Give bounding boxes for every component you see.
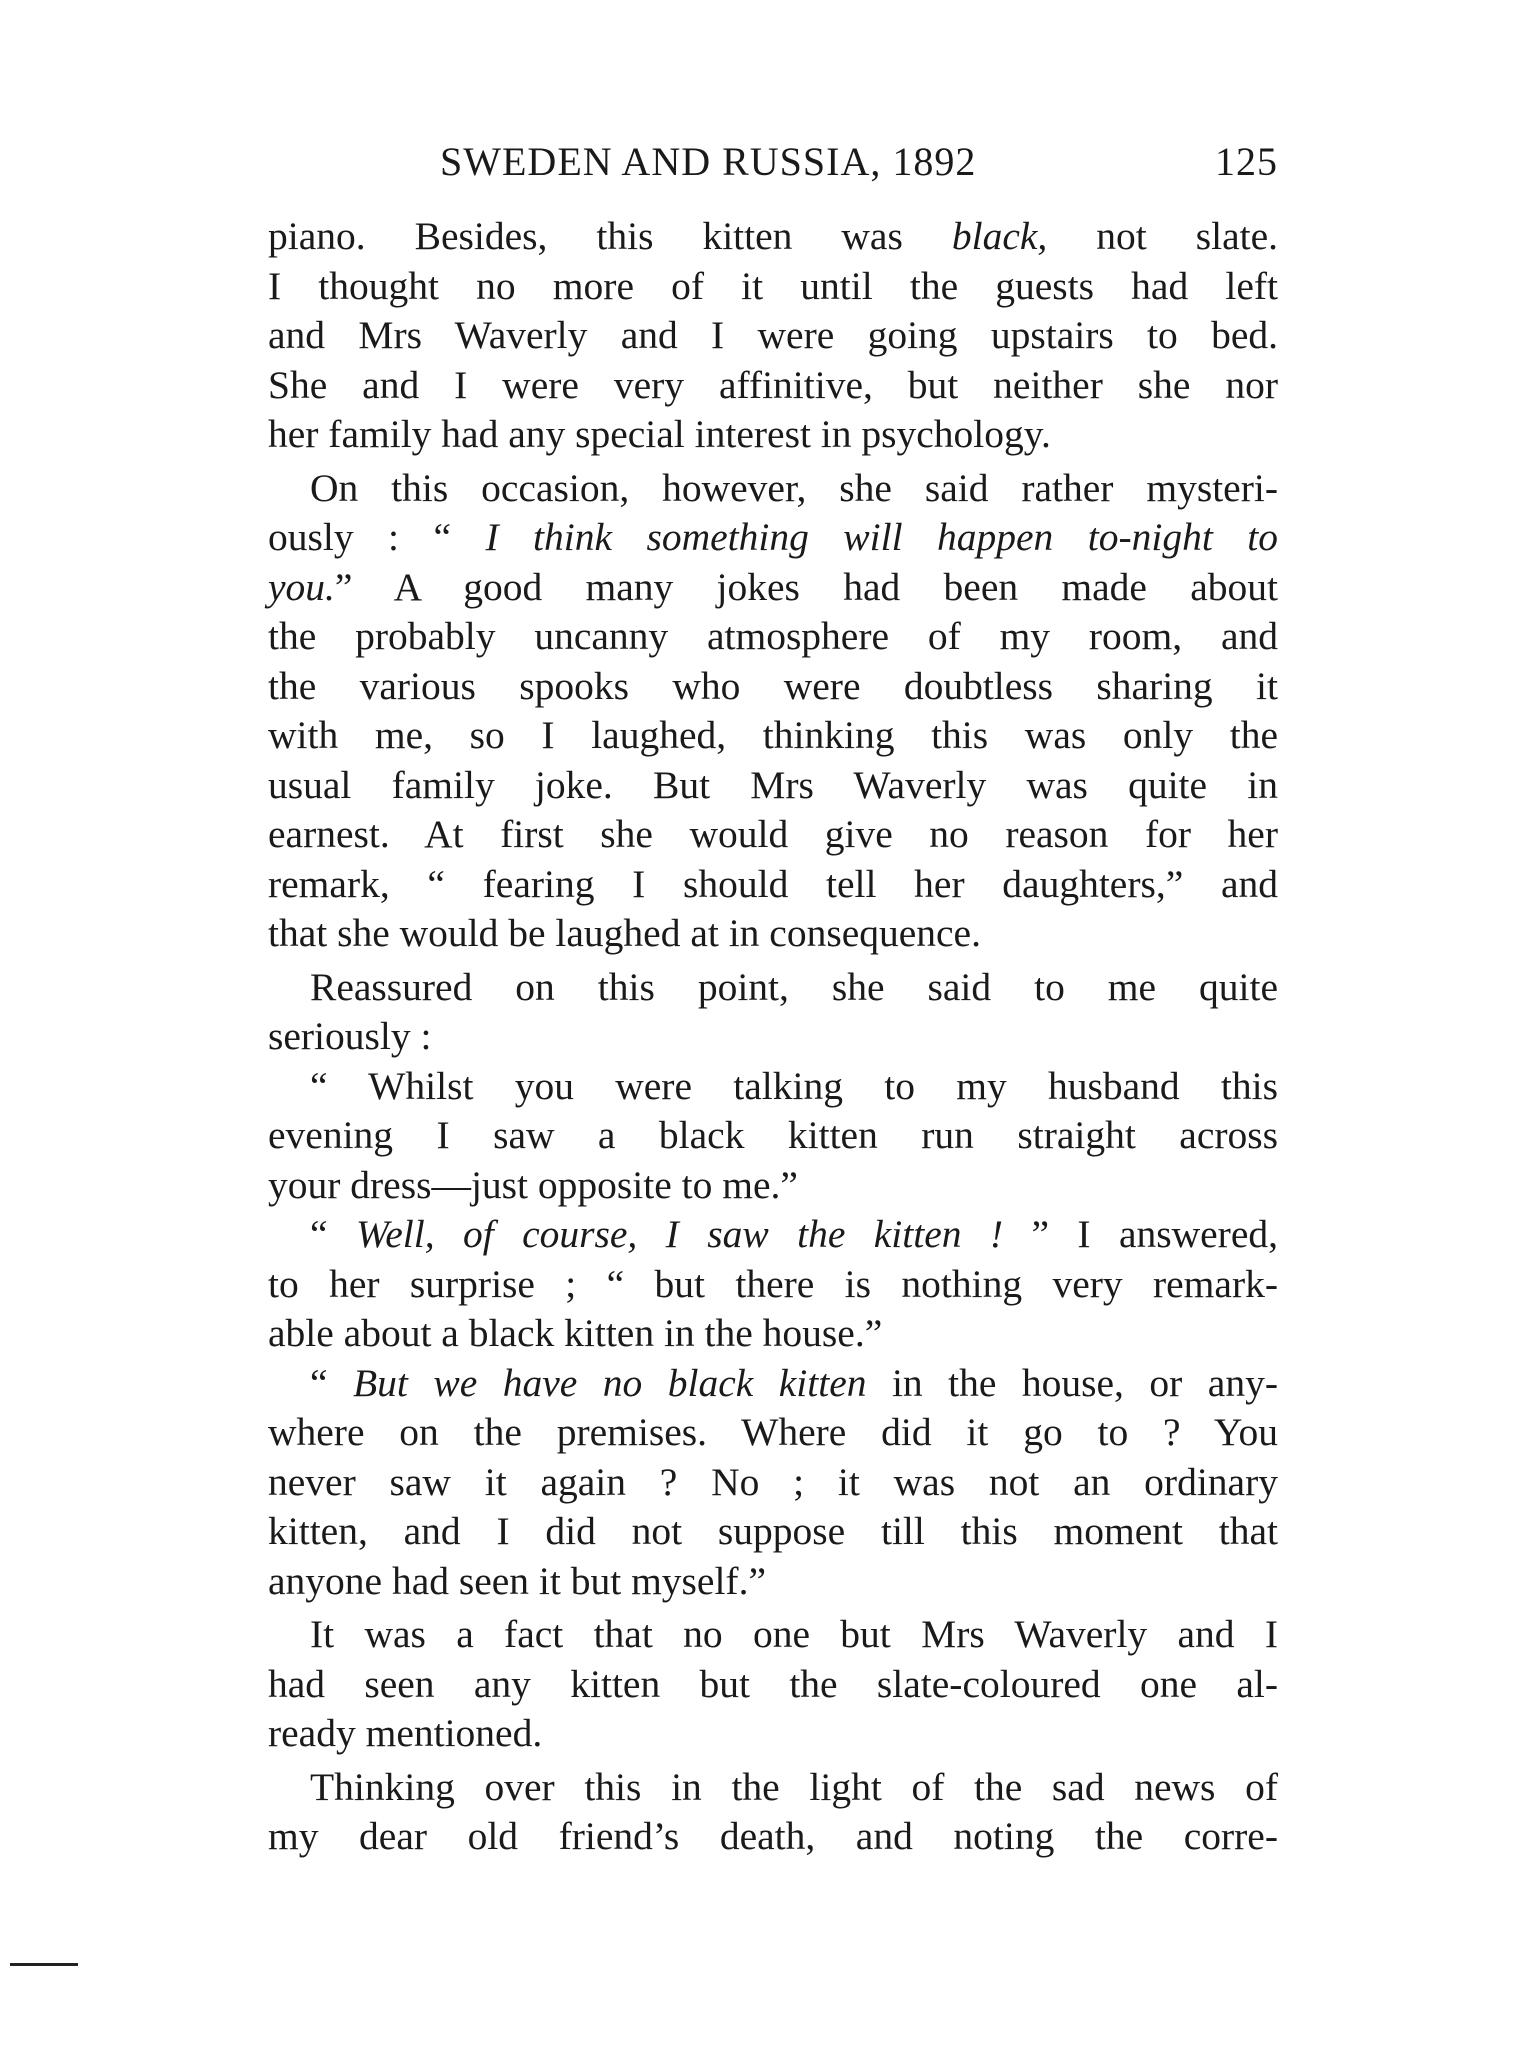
text-line [268, 1812, 1278, 1862]
text-run: “ [310, 1212, 356, 1256]
text-line [268, 711, 1278, 761]
text-line [268, 563, 1278, 613]
text-run: kitten, and I did not suppose till this moment that [268, 1509, 1278, 1553]
text-run: not slate. [1047, 214, 1278, 258]
text-line [268, 1408, 1278, 1458]
text-line [268, 1660, 1278, 1710]
running-head [440, 138, 1278, 198]
text-run: ” I answered, [1003, 1212, 1278, 1256]
text-line [268, 1161, 1278, 1211]
text-run: able about a black kitten in the house.” [268, 1311, 883, 1355]
italic-text-run: But we have no black kitten [353, 1360, 867, 1405]
italic-text-run: black, [951, 214, 1048, 258]
text-line [268, 311, 1278, 361]
text-run: remark, “ fearing I should tell her daughters,” and [268, 861, 1278, 906]
text-line [268, 1507, 1278, 1557]
text-line [268, 1111, 1278, 1161]
text-line [268, 909, 1278, 959]
text-run: her family had any special interest in psychology. [268, 412, 1051, 456]
text-line [268, 1260, 1278, 1310]
text-run: I thought no more of it until the guests had left [268, 263, 1278, 308]
text-run: usual family joke. But Mrs Waverly was quite in [268, 762, 1278, 807]
text-line [268, 212, 1278, 262]
text-run: had seen any kitten but the slate-coloured one al- [268, 1661, 1278, 1706]
text-line [268, 1763, 1278, 1813]
text-run: evening I saw a black kitten run straight across [268, 1113, 1278, 1157]
text-run: ” A good many jokes had been made about [334, 564, 1278, 609]
text-run: Reassured on this point, she said to me quite [310, 964, 1278, 1009]
text-run: ready mentioned. [268, 1711, 543, 1755]
text-run: the probably uncanny atmosphere of my room, and [268, 614, 1278, 658]
text-line [268, 612, 1278, 662]
text-line [268, 1458, 1278, 1508]
text-line [268, 860, 1278, 910]
text-run: the various spooks who were doubtless sharing it [268, 663, 1278, 708]
text-line [268, 1210, 1278, 1260]
text-run: She and I were very affinitive, but neither she nor [268, 362, 1278, 407]
text-line [268, 1709, 1278, 1759]
text-line [268, 513, 1278, 563]
text-run: seriously : [268, 1014, 432, 1058]
text-line [268, 963, 1278, 1013]
text-line [268, 410, 1278, 460]
text-run: your dress—just opposite to me.” [268, 1162, 798, 1207]
text-line [268, 361, 1278, 411]
text-line [268, 1359, 1278, 1409]
scan-edge-mark [10, 1963, 78, 1966]
page-number: 125 [1215, 139, 1278, 184]
running-title: SWEDEN AND RUSSIA, 1892 [440, 139, 977, 184]
text-run: earnest. At first she would give no reason for her [268, 812, 1278, 856]
text-run: that she would be laughed at in consequence. [268, 911, 981, 955]
text-run: never saw it again ? No ; it was not an ordinary [268, 1459, 1278, 1504]
text-run: to her surprise ; “ but there is nothing very remark- [268, 1261, 1278, 1306]
text-line [268, 1557, 1278, 1607]
text-line [268, 810, 1278, 860]
text-run: and Mrs Waverly and I were going upstairs to bed. [268, 313, 1278, 357]
text-run: my dear old friend’s death, and noting the corre- [268, 1814, 1278, 1858]
text-line [268, 1309, 1278, 1359]
text-run: with me, so I laughed, thinking this was only the [268, 713, 1278, 757]
text-line [268, 262, 1278, 312]
italic-text-run: you. [268, 564, 335, 609]
text-run: On this occasion, however, she said rather mysteri- [310, 465, 1278, 510]
text-run: where on the premises. Where did it go to ? You [268, 1410, 1278, 1454]
text-run: It was a fact that no one but Mrs Waverly and I [310, 1612, 1278, 1656]
text-run: ously : “ [268, 515, 486, 559]
text-line [268, 1012, 1278, 1062]
text-run: piano. Besides, this kitten was [268, 214, 952, 258]
text-line [268, 1610, 1278, 1660]
text-line [268, 761, 1278, 811]
text-line [268, 1062, 1278, 1112]
text-run: “ [310, 1360, 354, 1405]
text-run: anyone had seen it but myself.” [268, 1558, 766, 1603]
text-line [268, 662, 1278, 712]
text-run: in the house, or any- [866, 1360, 1278, 1405]
text-run: Thinking over this in the light of the sad news of [310, 1764, 1278, 1809]
text-run: “ Whilst you were talking to my husband this [310, 1063, 1278, 1108]
italic-text-run: I think something will happen to-night to [485, 515, 1278, 559]
text-line [268, 464, 1278, 514]
italic-text-run: Well, of course, I saw the kitten ! [355, 1212, 1004, 1256]
body-text [268, 212, 1278, 1862]
